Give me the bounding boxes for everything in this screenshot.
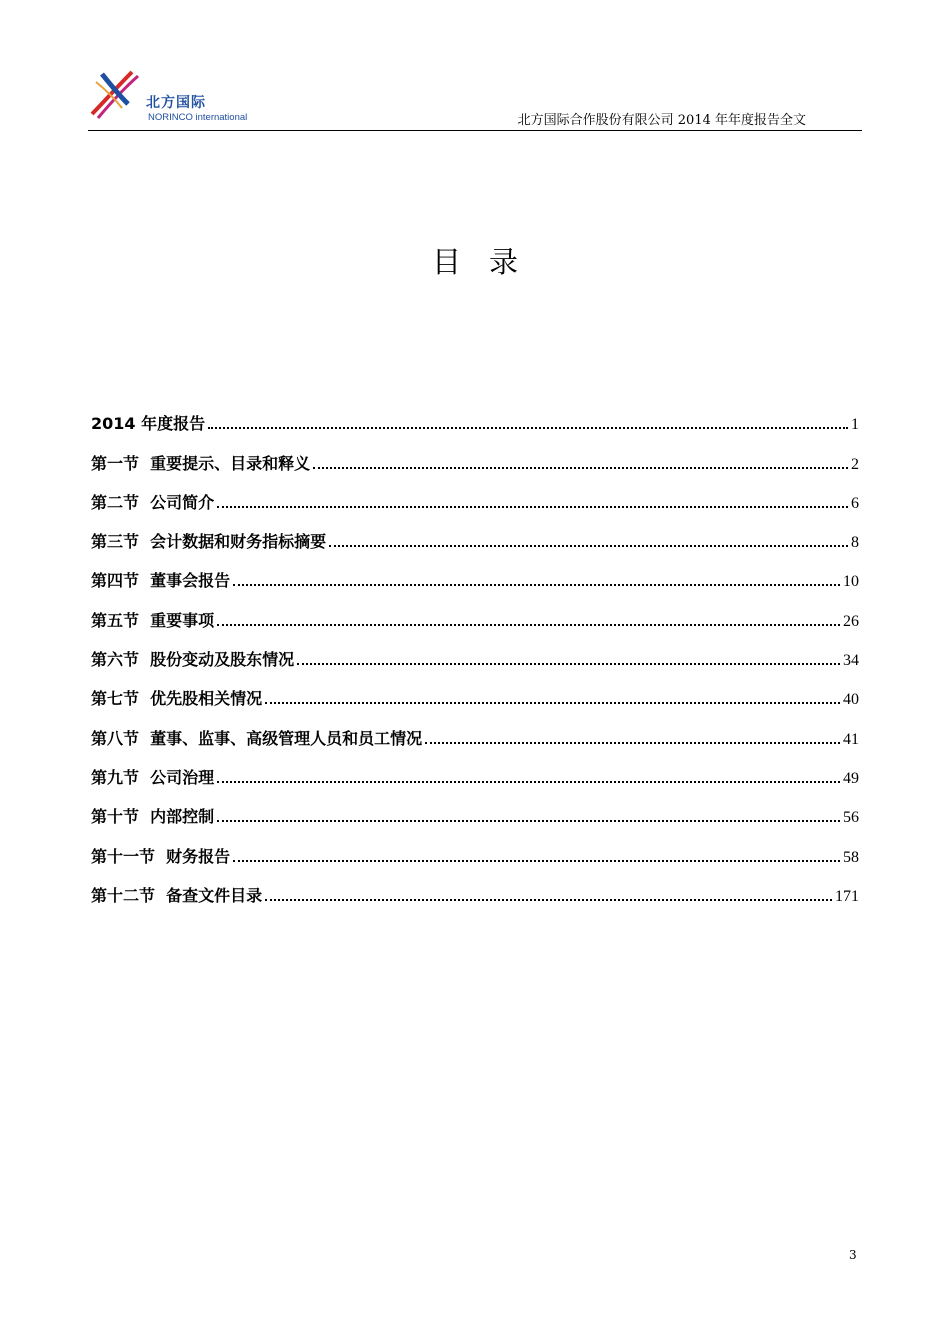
toc-entry-label: 第九节 公司治理: [91, 767, 215, 787]
toc-entry-page: 49: [843, 769, 859, 787]
toc-entry[interactable]: [91, 749, 859, 788]
toc-entry-label: 第十节 内部控制: [91, 807, 215, 827]
page-header: [88, 64, 862, 131]
toc-entry-label: 第十二节 备查文件目录: [91, 885, 263, 905]
toc-entry-page: 41: [843, 730, 859, 748]
toc-entry-label: 2014 年度报告: [91, 414, 206, 434]
toc-leader-dots: [217, 780, 840, 783]
logo-swoosh-icon: [88, 68, 148, 128]
toc-entry-page: 58: [843, 848, 859, 866]
report-header-title: 北方国际合作股份有限公司 2014 年年度报告全文: [517, 113, 806, 128]
toc-leader-dots: [297, 662, 840, 665]
toc-entry-label: 第四节 董事会报告: [91, 571, 231, 591]
toc-entry-page: 26: [843, 612, 859, 630]
toc-entry-page: 1: [851, 416, 859, 434]
toc-entry[interactable]: [91, 513, 859, 552]
page-number: 3: [849, 1248, 857, 1262]
toc-entry-label: 第二节 公司简介: [91, 492, 215, 512]
toc-leader-dots: [217, 505, 848, 508]
toc-entry[interactable]: [91, 827, 859, 866]
toc-entry[interactable]: [91, 631, 859, 670]
toc-leader-dots: [217, 819, 840, 822]
toc-entry[interactable]: [91, 788, 859, 827]
toc-leader-dots: [425, 741, 840, 744]
toc-entry-page: 56: [843, 809, 859, 827]
toc-entry-page: 6: [851, 494, 859, 512]
toc-entry[interactable]: [91, 474, 859, 513]
toc-leader-dots: [265, 898, 832, 901]
toc-entry-label: 第十一节 财务报告: [91, 846, 231, 866]
toc-entry-page: 10: [843, 573, 859, 591]
toc-entry[interactable]: [91, 709, 859, 748]
toc-entry-label: 第八节 董事、监事、高级管理人员和员工情况: [91, 728, 423, 748]
toc-entry-page: 8: [851, 534, 859, 552]
toc-leader-dots: [208, 426, 848, 429]
toc-leader-dots: [313, 466, 848, 469]
logo-chinese-name: 北方国际: [146, 95, 206, 111]
toc-entry-label: 第一节 重要提示、目录和释义: [91, 453, 311, 473]
toc-entry-page: 2: [851, 455, 859, 473]
table-of-contents: [91, 395, 859, 906]
toc-leader-dots: [233, 583, 840, 586]
toc-entry[interactable]: [91, 670, 859, 709]
toc-entry-label: 第七节 优先股相关情况: [91, 689, 263, 709]
toc-entry[interactable]: [91, 395, 859, 434]
toc-entry[interactable]: [91, 552, 859, 591]
toc-leader-dots: [233, 859, 840, 862]
toc-entry[interactable]: [91, 591, 859, 630]
toc-entry-page: 34: [843, 652, 859, 670]
norinco-logo: [88, 68, 258, 128]
toc-title: 目录: [431, 245, 546, 279]
toc-leader-dots: [329, 544, 848, 547]
toc-entry-label: 第三节 会计数据和财务指标摘要: [91, 532, 327, 552]
logo-english-name: NORINCO international: [148, 112, 248, 123]
toc-entry[interactable]: [91, 867, 859, 906]
toc-entry[interactable]: [91, 434, 859, 473]
toc-entry-page: 40: [843, 691, 859, 709]
toc-leader-dots: [265, 701, 840, 704]
toc-leader-dots: [217, 623, 840, 626]
toc-entry-page: 171: [835, 887, 859, 905]
toc-entry-label: 第五节 重要事项: [91, 610, 215, 630]
toc-entry-label: 第六节 股份变动及股东情况: [91, 650, 295, 670]
